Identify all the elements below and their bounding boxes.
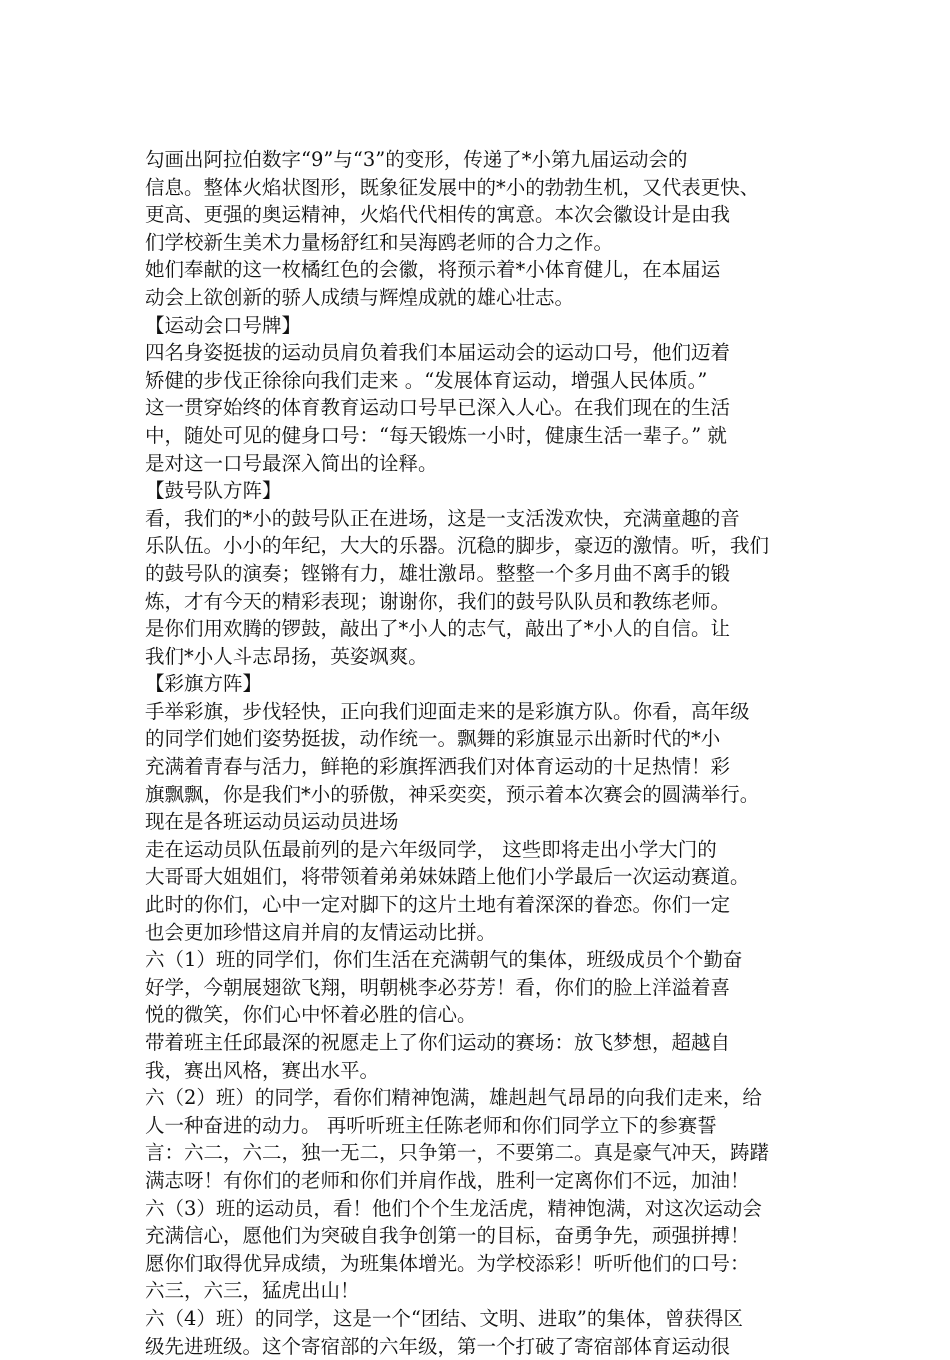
text-line: 的鼓号队的演奏；铿锵有力，雄壮激昂。整整一个多月曲不离手的锻 bbox=[145, 561, 731, 585]
text-line: 动会上欲创新的骄人成绩与辉煌成就的雄心壮志。 bbox=[145, 285, 575, 309]
text-line: 我，赛出风格，赛出水平。 bbox=[145, 1058, 380, 1082]
text-line: 此时的你们，心中一定对脚下的这片土地有着深深的眷恋。你们一定 bbox=[145, 893, 731, 917]
text-line: 【彩旗方阵】 bbox=[145, 672, 263, 696]
text-line: 六（4）班）的同学，这是一个“团结、文明、进取”的集体，曾获得区 bbox=[145, 1306, 743, 1330]
text-line: 这一贯穿始终的体育教育运动口号早已深入人心。在我们现在的生活 bbox=[145, 396, 731, 420]
body-text bbox=[145, 146, 825, 1360]
text-line: 手举彩旗，步伐轻快，正向我们迎面走来的是彩旗方队。你看，高年级 bbox=[145, 699, 750, 723]
text-line: 六三，六三，猛虎出山！ bbox=[145, 1279, 360, 1303]
text-line: 言：六二，六二，独一无二，只争第一，不要第二。真是豪气冲天，踌躇 bbox=[145, 1141, 770, 1165]
text-line: 矫健的步伐正徐徐向我们走来 。“发展体育运动，增强人民体质。” bbox=[145, 368, 708, 392]
text-line: 是对这一口号最深入简出的诠释。 bbox=[145, 451, 438, 475]
text-line: 充满信心，愿他们为突破自我争创第一的目标，奋勇争先，顽强拼搏！ bbox=[145, 1224, 750, 1248]
text-line: 我们*小人斗志昂扬，英姿飒爽。 bbox=[145, 644, 428, 668]
text-line: 好学，今朝展翅欲飞翔，明朝桃李必芬芳！看，你们的脸上洋溢着喜 bbox=[145, 975, 731, 999]
text-line: 带着班主任邱最深的祝愿走上了你们运动的赛场：放飞梦想，超越自 bbox=[145, 1031, 731, 1054]
text-line: 乐队伍。小小的年纪，大大的乐器。沉稳的脚步，豪迈的激情。听，我们 bbox=[145, 534, 770, 558]
text-line: 六（3）班的运动员，看！他们个个生龙活虎，精神饱满，对这次运动会 bbox=[145, 1196, 762, 1220]
text-line: 人一种奋进的动力。 再听听班主任陈老师和你们同学立下的参赛誓 bbox=[145, 1113, 717, 1137]
text-line: 是你们用欢腾的锣鼓，敲出了*小人的志气，敲出了*小人的自信。让 bbox=[145, 617, 731, 641]
text-line: 愿你们取得优异成绩，为班集体增光。为学校添彩！听听他们的口号： bbox=[145, 1251, 750, 1275]
text-line: 大哥哥大姐姐们，将带领着弟弟妹妹踏上他们小学最后一次运动赛道。 bbox=[145, 865, 750, 889]
text-line: 满志呀！有你们的老师和你们并肩作战，胜利一定离你们不远，加油！ bbox=[145, 1168, 750, 1192]
text-line: 六（1）班的同学们，你们生活在充满朝气的集体，班级成员个个勤奋 bbox=[145, 948, 743, 972]
text-line: 炼，才有今天的精彩表现；谢谢你，我们的鼓号队队员和教练老师。 bbox=[145, 589, 731, 613]
text-line: 级先进班级。这个寄宿部的六年级，第一个打破了寄宿部体育运动很 bbox=[145, 1334, 731, 1358]
text-line: 六（2）班）的同学，看你们精神饱满，雄赳赳气昂昂的向我们走来，给 bbox=[145, 1086, 762, 1110]
text-line: 信息。整体火焰状图形，既象征发展中的*小的勃勃生机，又代表更快、 bbox=[145, 175, 760, 199]
text-line: 走在运动员队伍最前列的是六年级同学， 这些即将走出小学大门的 bbox=[145, 837, 717, 861]
text-line: 悦的微笑，你们心中怀着必胜的信心。 bbox=[145, 1003, 477, 1027]
text-line: 充满着青春与活力，鲜艳的彩旗挥洒我们对体育运动的十足热情！彩 bbox=[145, 755, 731, 779]
text-line: 【鼓号队方阵】 bbox=[145, 479, 282, 503]
text-line: 勾画出阿拉伯数字“9”与“3”的变形，传递了*小第九届运动会的 bbox=[145, 148, 688, 171]
text-line: 看，我们的*小的鼓号队正在进场，这是一支活泼欢快，充满童趣的音 bbox=[145, 506, 740, 530]
text-line: 的同学们她们姿势挺拔，动作统一。飘舞的彩旗显示出新时代的*小 bbox=[145, 727, 721, 751]
text-line: 们学校新生美术力量杨舒红和吴海鸥老师的合力之作。 bbox=[145, 230, 614, 254]
text-line: 更高、更强的奥运精神，火焰代代相传的寓意。本次会徽设计是由我 bbox=[145, 203, 731, 227]
text-line: 旗飘飘，你是我们*小的骄傲，神采奕奕，预示着本次赛会的圆满举行。 bbox=[145, 782, 760, 806]
text-line: 现在是各班运动员运动员进场 bbox=[145, 810, 399, 834]
text-line: 也会更加珍惜这肩并肩的友情运动比拼。 bbox=[145, 920, 497, 944]
text-line: 中，随处可见的健身口号：“每天锻炼一小时，健康生活一辈子。” 就 bbox=[145, 423, 727, 447]
text-line: 【运动会口号牌】 bbox=[145, 313, 302, 337]
text-line: 她们奉献的这一枚橘红色的会徽，将预示着*小体育健儿，在本届运 bbox=[145, 258, 721, 282]
text-line: 四名身姿挺拔的运动员肩负着我们本届运动会的运动口号，他们迈着 bbox=[145, 341, 731, 365]
